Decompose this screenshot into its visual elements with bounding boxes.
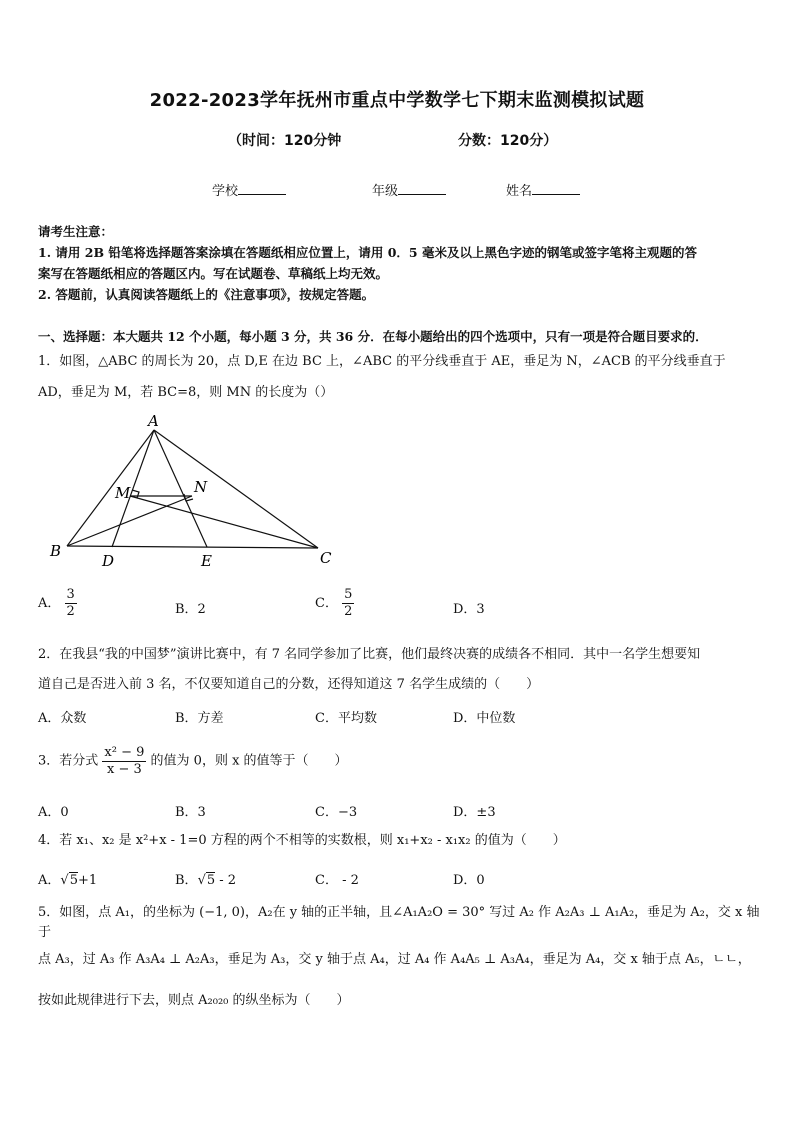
notice-line-2: 案写在答题纸相应的答题区内。写在试题卷、草稿纸上均无效。 (38, 266, 389, 281)
side-bc (67, 546, 318, 548)
q5-line-1: 5．如图，点 A₁，的坐标为 (−1, 0)，A₂在 y 轴的正半轴，且∠A₁A₂O = 30° 写过 A₂ 作 A₂A₃ ⊥ A₁A₂，垂足为 A₂，交 x 轴于 (38, 905, 760, 940)
q3-denominator: x − 3 (107, 762, 142, 777)
school-field (212, 180, 286, 199)
q2-line-2: 道自己是否进入前 3 名，不仅要知道自己的分数，还得知道这 7 名学生成绩的（ ） (38, 677, 540, 692)
q2-option-d: D．中位数 (453, 711, 516, 726)
exam-time: （时间：120分钟 (228, 133, 342, 149)
q5-line-2: 点 A₃，过 A₃ 作 A₃A₄ ⊥ A₂A₃，垂足为 A₃，交 y 轴于点 A₄，过 A₄ 作 A₄A₅ ⊥ A₃A₄，垂足为 A₄，交 x 轴于点 A₅，ㄴㄴ， (38, 952, 751, 967)
bisector-c (130, 496, 318, 548)
q2-option-b: B．方差 (175, 711, 224, 726)
q1-line-1: 1．如图，△ABC 的周长为 20，点 D,E 在边 BC 上，∠ABC 的平分线垂直于 AE，垂足为 N，∠ACB 的平分线垂直于 (38, 354, 726, 369)
school-blank (238, 182, 286, 195)
q4-a-label: A． (38, 873, 61, 888)
q1-option-d: D．3 (453, 602, 485, 617)
grade-field (372, 180, 446, 199)
q1-option-b: B．2 (175, 602, 206, 617)
q1-option-a-label: A． (38, 596, 61, 611)
q4-b-tail: - 2 (215, 873, 237, 888)
q1-line-2: AD，垂足为 M，若 BC=8，则 MN 的长度为（） (38, 385, 334, 400)
q2-line-1: 2．在我县“我的中国梦”演讲比赛中，有 7 名同学参加了比赛，他们最终决赛的成绩各不相同．其中一名学生想要知 (38, 647, 701, 662)
q3-option-d: D．±3 (453, 805, 496, 820)
q1-triangle-figure (40, 408, 350, 573)
q1-option-a-fraction (65, 587, 77, 620)
q2-option-a: A．众数 (38, 711, 87, 726)
name-label: 姓名 (506, 184, 533, 199)
q1-option-c-label: C． (315, 596, 338, 611)
q1-option-a (38, 587, 77, 620)
label-c: C (320, 549, 332, 567)
label-m: M (115, 484, 131, 502)
q1-option-c-fraction (342, 587, 354, 620)
q2-option-c: C．平均数 (315, 711, 377, 726)
exam-score: 分数：120分） (458, 133, 558, 149)
q1-c-denominator: 2 (344, 604, 353, 619)
name-blank (532, 182, 580, 195)
label-a: A (148, 412, 159, 430)
q3-suffix: 的值为 0，则 x 的值等于（ ） (150, 753, 348, 769)
section-1-heading: 一、选择题：本大题共 12 个小题，每小题 3 分，共 36 分．在每小题给出的四个选项中，只有一项是符合题目要求的． (38, 329, 708, 344)
q3-prefix: 3．若分式 (38, 753, 99, 769)
q3-option-c: C．−3 (315, 805, 358, 820)
label-d: D (102, 552, 115, 570)
notice-heading: 请考生注意： (38, 224, 114, 239)
label-n: N (194, 478, 208, 496)
q4-option-d: D．0 (453, 873, 485, 888)
label-e: E (201, 552, 212, 570)
q4-a-radicand: 5 (69, 873, 78, 888)
q4-b-radicand: 5 (206, 873, 216, 888)
q3-option-b: B．3 (175, 805, 206, 820)
q4-a-tail: +1 (77, 873, 98, 888)
exam-title: 2022-2023学年抚州市重点中学数学七下期末监测模拟试题 (149, 90, 645, 111)
q1-option-c (315, 587, 354, 620)
notice-line-1: 1. 请用 2B 铅笔将选择题答案涂填在答题纸相应位置上，请用 0．5 毫米及以上黑色字迹的钢笔或签字笔将主观题的答 (38, 245, 697, 260)
q4-option-c: C． - 2 (315, 873, 359, 888)
grade-label: 年级 (372, 184, 399, 199)
side-ac (154, 430, 318, 548)
q1-c-numerator: 5 (344, 587, 353, 602)
q1-a-denominator: 2 (66, 604, 75, 619)
q4-stem: 4．若 x₁、x₂ 是 x²+x - 1=0 方程的两个不相等的实数根，则 x₁+x₂ - x₁x₂ 的值为（ ） (38, 833, 566, 848)
q4-option-a: A．√5+1 (38, 873, 98, 888)
name-field (506, 180, 580, 199)
q4-option-b: B．√5 - 2 (175, 873, 237, 888)
q3-fraction (102, 745, 146, 778)
school-label: 学校 (212, 184, 239, 199)
q1-a-numerator: 3 (66, 587, 75, 602)
q3-numerator: x² − 9 (104, 745, 145, 760)
q3-option-a: A．0 (38, 805, 69, 820)
q5-line-3: 按如此规律进行下去，则点 A₂₀₂₀ 的纵坐标为（ ） (38, 993, 350, 1008)
label-b: B (50, 542, 62, 560)
q4-b-label: B． (175, 873, 198, 888)
q3-stem (38, 745, 760, 778)
notice-line-3: 2. 答题前，认真阅读答题纸上的《注意事项》，按规定答题。 (38, 287, 375, 302)
grade-blank (398, 182, 446, 195)
